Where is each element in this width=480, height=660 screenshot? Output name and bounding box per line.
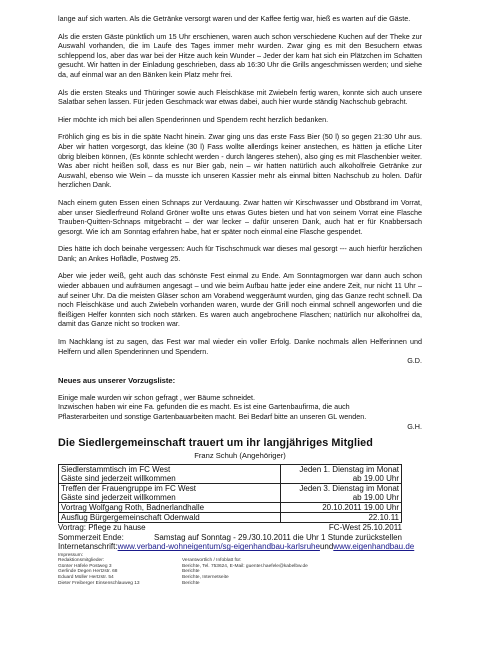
internet-joiner: und bbox=[319, 542, 334, 552]
imprint-member: Günter Häfele Postweg 3 bbox=[58, 563, 112, 569]
event-title bbox=[59, 465, 281, 484]
lecture-date: FC-West 25.10.2011 bbox=[328, 523, 402, 533]
paragraph: lange auf sich warten. Als die Getränke versorgt waren und der Kaffee fertig war, hieß es warten auf die Gäste. bbox=[58, 14, 411, 23]
event-title: Vortrag Wolfgang Roth, Badnerlandhalle bbox=[59, 503, 281, 513]
paragraph: Dies hätte ich doch beinahe vergessen: Auch für Tischschmuck war dieses mal gesorgt --- auch hierfür herzlichen Dank; an Ankes Hoflädle, Postweg 25. bbox=[58, 244, 422, 263]
mourning-name: Franz Schuh (Angehöriger) bbox=[194, 451, 286, 461]
imprint-role: Berichte bbox=[182, 569, 200, 575]
news-line: Inzwischen haben wir eine Fa. gefunden die es macht. Es ist eine Gartenbaufirma, die auch bbox=[58, 402, 350, 412]
event-time bbox=[280, 484, 401, 503]
news-line: Einige male wurden wir schon gefragt , wer Bäume schneidet. bbox=[58, 392, 255, 402]
event-title: Ausflug Bürgergemeinschaft Odenwald bbox=[59, 513, 281, 523]
imprint-subtitle: Redaktionsmitglieder: bbox=[58, 558, 105, 564]
event-time-line: Jeden 3. Dienstag im Monat bbox=[299, 484, 399, 494]
event-line: Gäste sind jederzeit willkommen bbox=[61, 474, 176, 484]
website-link[interactable]: www.verband-wohneigentum/sg-eigenhandbau-karlsruhe bbox=[117, 542, 320, 552]
event-time-line: ab 19.00 Uhr bbox=[352, 493, 399, 503]
event-time-line: Jeden 1. Dienstag im Monat bbox=[299, 465, 399, 475]
summer-time-info: Samstag auf Sonntag - 29./30.10.2011 die Uhr 1 Stunde zurückstellen bbox=[153, 532, 402, 542]
event-time bbox=[280, 465, 401, 484]
news-heading: Neues aus unserer Vorzugsliste: bbox=[58, 375, 176, 385]
lecture-title: Vortrag: Pflege zu hause bbox=[58, 523, 146, 533]
imprint-role: Berichte, Tel. 753624, E-Mail: guenter.haefele@kabelbw.de bbox=[182, 563, 308, 569]
imprint-members bbox=[58, 553, 168, 587]
table-row bbox=[59, 503, 402, 513]
event-time: 22.10.11 bbox=[280, 513, 401, 523]
event-time: 20.10.2011 19.00 Uhr bbox=[280, 503, 401, 513]
mourning-title: Die Siedlergemeinschaft trauert um ihr langjähriges Mitglied bbox=[58, 437, 373, 450]
paragraph: Hier möchte ich mich bei allen Spenderinnen und Spendern recht herzlich bedanken. bbox=[58, 114, 329, 124]
closing-signature: G.D. bbox=[407, 356, 422, 366]
closing-paragraph bbox=[58, 337, 422, 366]
paragraph: Nach einem guten Essen einen Schnaps zur Verdauung. Zwar hatten wir Kirschwasser und Obstbrand im Vorrat, aber unser Siedlerfreund Roland Gröner wollte uns etwas Gutes bieten und hat von seinem Vorrat eine Flasche Trauben-Quitten-Schnaps mitgebracht – der war lecker – dafür unseren Dank, auch hat er für Knabbersach gesorgt. Wie ich am Sonntag erfahren habe, hat er später noch einmal eine Flasche gespendet. bbox=[58, 197, 422, 236]
summer-time-label: Sommerzeit Ende: bbox=[58, 532, 124, 542]
table-row bbox=[59, 484, 402, 503]
internet-label: Internetanschrift: bbox=[58, 542, 118, 552]
imprint-member: Eduard Müller Hertzstr. 54 bbox=[58, 575, 114, 581]
lecture-line bbox=[58, 523, 402, 533]
imprint-role: Berichte bbox=[182, 580, 200, 586]
imprint-title: Impressum: bbox=[58, 552, 84, 558]
imprint-right-title: Verantwortlich / Infoblatt für: bbox=[182, 558, 242, 564]
imprint-member: Dieter Freiberger Einsenschlauweg 13 bbox=[58, 580, 140, 586]
event-line: Treffen der Frauengruppe im FC West bbox=[61, 484, 197, 494]
news-line: Pflasterarbeiten und sonstige Gartenbauarbeiten macht. Bei Bedarf bitte an unseren GL wenden. bbox=[58, 412, 367, 421]
event-time-line: ab 19.00 Uhr bbox=[352, 474, 399, 484]
paragraph: Fröhlich ging es bis in die späte Nacht hinein. Zwar ging uns das erste Fass Bier (50 l) so gegen 21:30 Uhr aus. Aber wir hatten vorgesorgt, das kleine (30 l) Fass wollte allerdings keiner anstechen, es hätten ja etliche Liter übrig bleiben können, (Es könnte schlecht werden - durch längeres stehen), also ging es mit Flaschenbier weiter. Was aber nicht heißen soll, dass es nur Bier gab, nein – wir hatten natürlich auch alkoholfreie Getränke zur Auswahl, ebenso wie Wein – da musste ich unseren Kassier mehr als einmal bitten Nachschub zu holen. Dafür herzlichen Dank. bbox=[58, 132, 422, 190]
imprint-responsibilities bbox=[182, 553, 352, 587]
imprint-role: Berichte, Internetseite bbox=[182, 575, 229, 581]
imprint bbox=[58, 553, 422, 587]
closing-text: Im Nachklang ist zu sagen, das Fest war mal wieder ein voller Erfolg. Danke nochmals allen Helferinnen und Helfern und allen Spenderinnen und Spendern. bbox=[58, 337, 422, 356]
event-line: Gäste sind jederzeit willkommen bbox=[61, 493, 176, 503]
news-signature: G.H. bbox=[407, 421, 422, 431]
event-line: Siedlerstammtisch im FC West bbox=[61, 465, 171, 475]
internet-line bbox=[58, 542, 422, 552]
imprint-member: Gerlinde Degen Hertzstr. 68 bbox=[58, 569, 118, 575]
website-link[interactable]: www.eigenhandbau.de bbox=[333, 542, 415, 552]
paragraph: Als die ersten Gäste pünktlich um 15 Uhr erschienen, waren auch schon verschiedene Kuchen auf der Theke zur Auswahl vorhanden, die im Laufe des Tages immer mehr wurden. Zwar ging es mit den Besuchern etwas schleppend los, aber das war bei der Hitze auch kein Wunder – Jeder der kam hat sich ein Plätzchen im Schatten gesucht. Wir hatten in der Einladung geschrieben, dass ab 16:30 Uhr die Grills angeschmissen werden; und siehe da, auf einmal war an den Bänken kein Platz mehr frei. bbox=[58, 31, 422, 79]
table-row bbox=[59, 465, 402, 484]
paragraph: Als die ersten Steaks und Thüringer sowie auch Fleischkäse mit Zwiebeln fertig waren, konnte sich auch unsere Salatbar sehen lassen. Für jeden Geschmack war etwas dabei, auch hier wurde ständig Nachschub gebracht. bbox=[58, 87, 422, 107]
summer-time-line bbox=[58, 533, 402, 543]
table-row bbox=[59, 513, 402, 523]
events-table bbox=[58, 464, 402, 523]
event-title bbox=[59, 484, 281, 503]
paragraph: Aber wie jeder weiß, geht auch das schönste Fest einmal zu Ende. Am Sonntagmorgen war dann auch schon wieder abbauen und aufräumen angesagt – und wie beim Aufbau hatte jeder eine andere Zeit, nur nicht 11 Uhr – auf seiner Uhr. Da die meisten Gläser schon am Vorabend weggeräumt wurden, ging das Ganze recht schnell. Da noch Fleischkäse und auch Zwiebeln vorhanden waren, wurde der Grill noch einmal schnell angeworfen und die fleißigen Helfer konnten sich noch stärken. Es waren auch angebrochene Flaschen; natürlich nur alkoholfrei da, damit das Ganze nicht so trocken war. bbox=[58, 271, 422, 329]
